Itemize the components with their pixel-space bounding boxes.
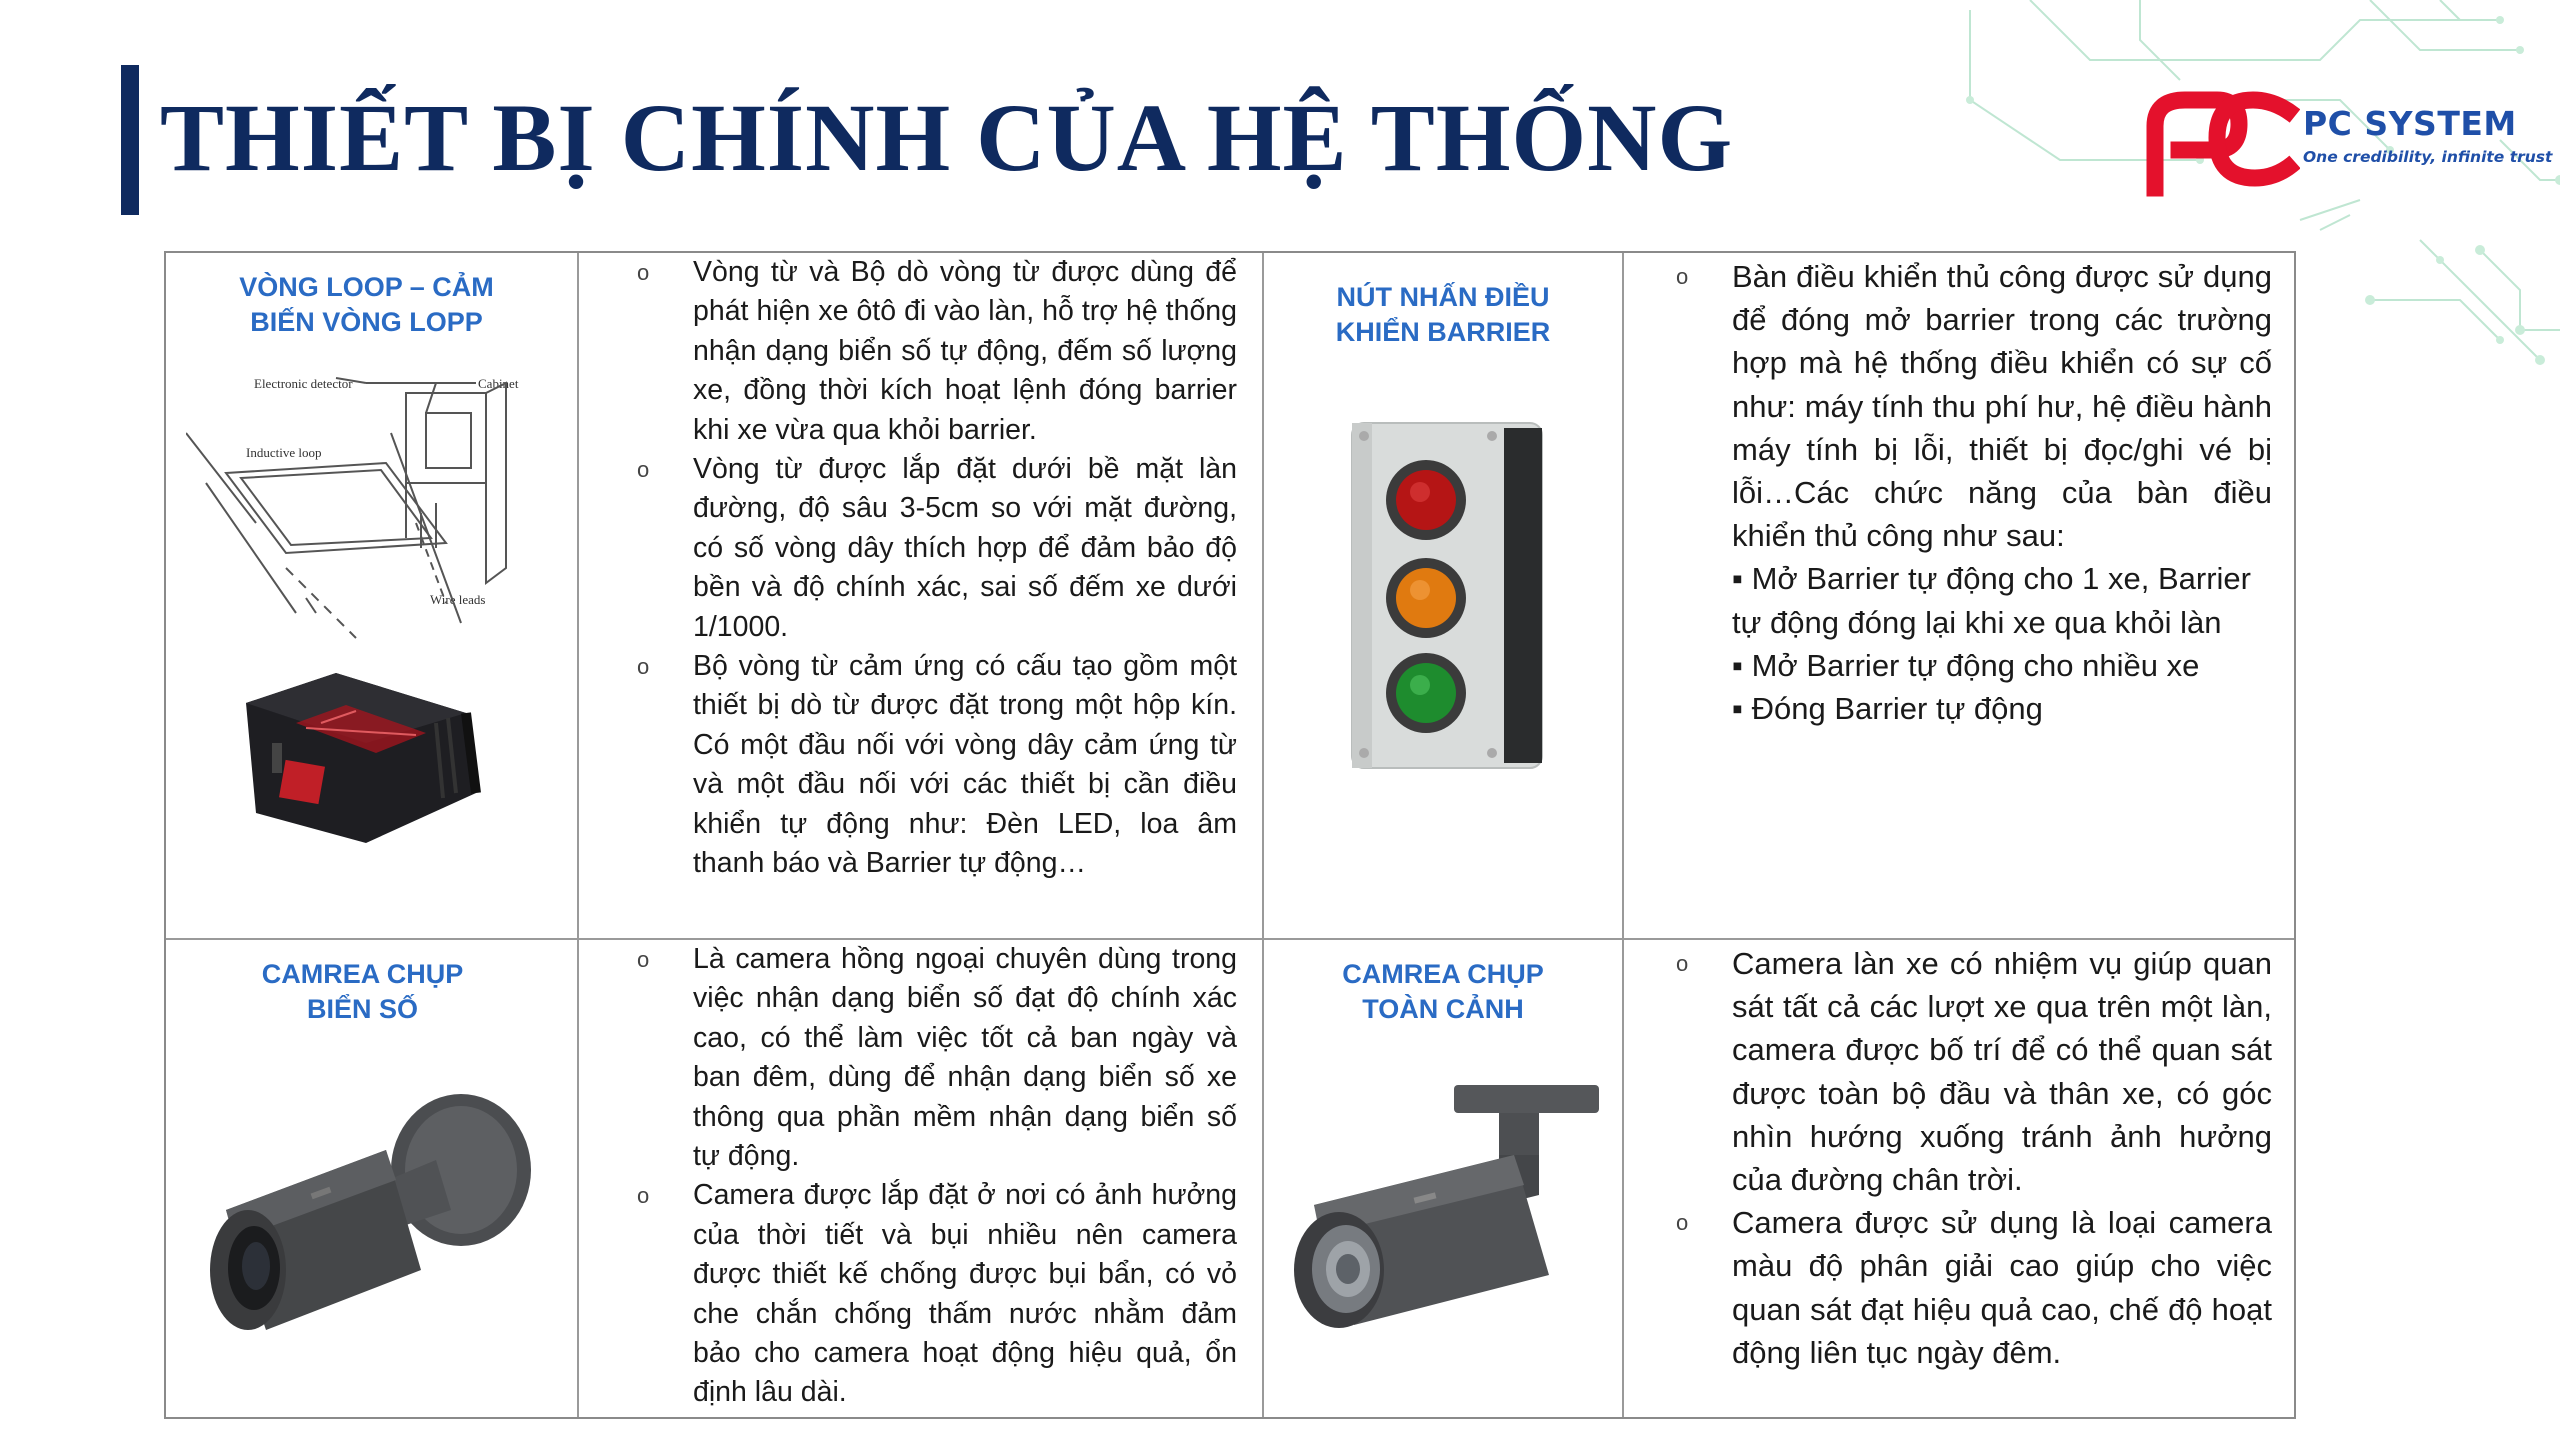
barrier-button-cell bbox=[1264, 253, 1622, 938]
brand-tagline: One credibility, infinite trust bbox=[2303, 148, 2553, 166]
table-divider bbox=[1622, 253, 1624, 1417]
overview-camera-cell bbox=[1264, 940, 1622, 1420]
plate-camera-title bbox=[166, 957, 577, 1027]
plate-cam-bullet-1: o Là camera hồng ngoại chuyên dùng trong việc nhận dạng biển số đạt độ chính xác cao, có thể làm việc tốt cả ban ngày và ban đêm, dùng để nhận dạng biển số xe thông qua phần mềm nhận dạng biển số tự động. bbox=[637, 940, 1237, 1176]
plate-cam-bullet-2: o Camera được lắp đặt ở nơi có ảnh hưởng của thời tiết và bụi nhiều nên camera được thiết kế chống được bụi bẩn, có vỏ che chắn chống thấm nước nhằm đảm bảo cho camera hoạt động hiệu quả, ổn định lâu dài. bbox=[637, 1176, 1237, 1412]
diagram-label-cabinet: Cabinet bbox=[478, 376, 519, 391]
pc-logo-icon bbox=[2135, 88, 2300, 198]
button-title-line1: NÚT NHẤN ĐIỀU bbox=[1336, 282, 1550, 312]
button-function-3: ▪ Đóng Barrier tự động bbox=[1732, 691, 2043, 727]
loop-title-line1: VÒNG LOOP – CẢM bbox=[239, 272, 494, 302]
plate-camera-cell bbox=[166, 940, 577, 1420]
loop-sensor-text bbox=[637, 253, 1237, 938]
overview-cam-title-line2: TOÀN CẢNH bbox=[1362, 994, 1524, 1024]
loop-bullet-1: o Vòng từ và Bộ dò vòng từ được dùng để phát hiện xe ôtô đi vào làn, hỗ trợ hệ thống nhận dạng biển số tự động, đếm số lượng xe, đồng thời kích hoạt lệnh đóng barrier khi xe vừa qua khỏi barrier. bbox=[637, 253, 1237, 450]
loop-sensor-cell bbox=[166, 253, 577, 938]
title-accent-bar bbox=[121, 65, 139, 215]
overview-cam-bullet-list bbox=[1676, 942, 2272, 1374]
overview-camera-text bbox=[1676, 942, 2272, 1418]
diagram-label-loop: Inductive loop bbox=[246, 445, 322, 460]
loop-title-line2: BIẾN VÒNG LOPP bbox=[250, 307, 483, 337]
overview-cam-bullet-2: o Camera được sử dụng là loại camera màu độ phân giải cao giúp cho việc quan sát đạt hiệu quả cao, chế độ hoạt động liên tục ngày đêm. bbox=[1676, 1201, 2272, 1374]
brand-logo bbox=[2135, 88, 2555, 198]
equipment-table bbox=[164, 251, 2296, 1419]
barrier-button-title bbox=[1264, 280, 1622, 350]
button-function-2: ▪ Mở Barrier tự động cho nhiều xe bbox=[1732, 647, 2200, 683]
button-function-1: ▪ Mở Barrier tự động cho 1 xe, Barrier tự động đóng lại khi xe qua khỏi làn bbox=[1732, 561, 2251, 640]
loop-bullet-3: o Bộ vòng từ cảm ứng có cấu tạo gồm một thiết bị dò từ được đặt trong một hộp kín. Có một đầu nối với vòng dây cảm ứng từ và một đầu nối với các thiết bị cần điều khiển tự động như: Đèn LED, loa âm thanh báo và Barrier tự động… bbox=[637, 647, 1237, 883]
barrier-button-text bbox=[1676, 255, 2272, 935]
table-divider bbox=[577, 253, 579, 1417]
overview-camera-title bbox=[1264, 957, 1622, 1027]
diagram-label-detector: Electronic detector bbox=[254, 376, 353, 391]
loop-bullet-2: o Vòng từ được lắp đặt dưới bề mặt làn đường, độ sâu 3-5cm so với mặt đường, có số vòng dây thích hợp để đảm bảo độ bền và độ chính xác, sai số đếm xe dưới 1/1000. bbox=[637, 450, 1237, 647]
bullet-camera-image bbox=[206, 1090, 546, 1340]
plate-camera-text bbox=[637, 940, 1237, 1420]
plate-cam-title-line1: CAMREA CHỤP bbox=[261, 959, 464, 989]
push-button-box-image bbox=[1344, 418, 1554, 778]
bracket-camera-image bbox=[1284, 1085, 1604, 1335]
brand-name: PC SYSTEM bbox=[2303, 104, 2517, 143]
loop-sensor-title bbox=[166, 270, 577, 340]
button-bullet-list bbox=[1676, 255, 2272, 557]
loop-bullet-list bbox=[637, 253, 1237, 884]
button-functions bbox=[1676, 557, 2272, 730]
plate-cam-title-line2: BIỂN SỐ bbox=[306, 994, 419, 1024]
diagram-label-leads: Wire leads bbox=[430, 592, 486, 607]
button-title-line2: KHIỂN BARRIER bbox=[1335, 317, 1551, 347]
loop-detector-diagram bbox=[186, 373, 566, 893]
overview-cam-bullet-1: o Camera làn xe có nhiệm vụ giúp quan sát tất cả các lượt xe qua trên một làn, camera được bố trí để có thể quan sát được toàn bộ đầu và thân xe, có góc nhìn hướng xuống tránh ảnh hưởng của đường chân trời. bbox=[1676, 942, 2272, 1201]
page-title: THIẾT BỊ CHÍNH CỦA HỆ THỐNG bbox=[160, 84, 1734, 191]
overview-cam-title-line1: CAMREA CHỤP bbox=[1342, 959, 1544, 989]
button-intro: o Bàn điều khiển thủ công được sử dụng để đóng mở barrier trong các trường hợp mà hệ thống điều khiển có sự cố như: máy tính thu phí hư, hệ điều hành máy tính bị lỗi, thiết bị đọc/ghi vé bị lỗi…Các chức năng của bàn điều khiển thủ công như sau: bbox=[1676, 255, 2272, 557]
plate-cam-bullet-list bbox=[637, 940, 1237, 1413]
